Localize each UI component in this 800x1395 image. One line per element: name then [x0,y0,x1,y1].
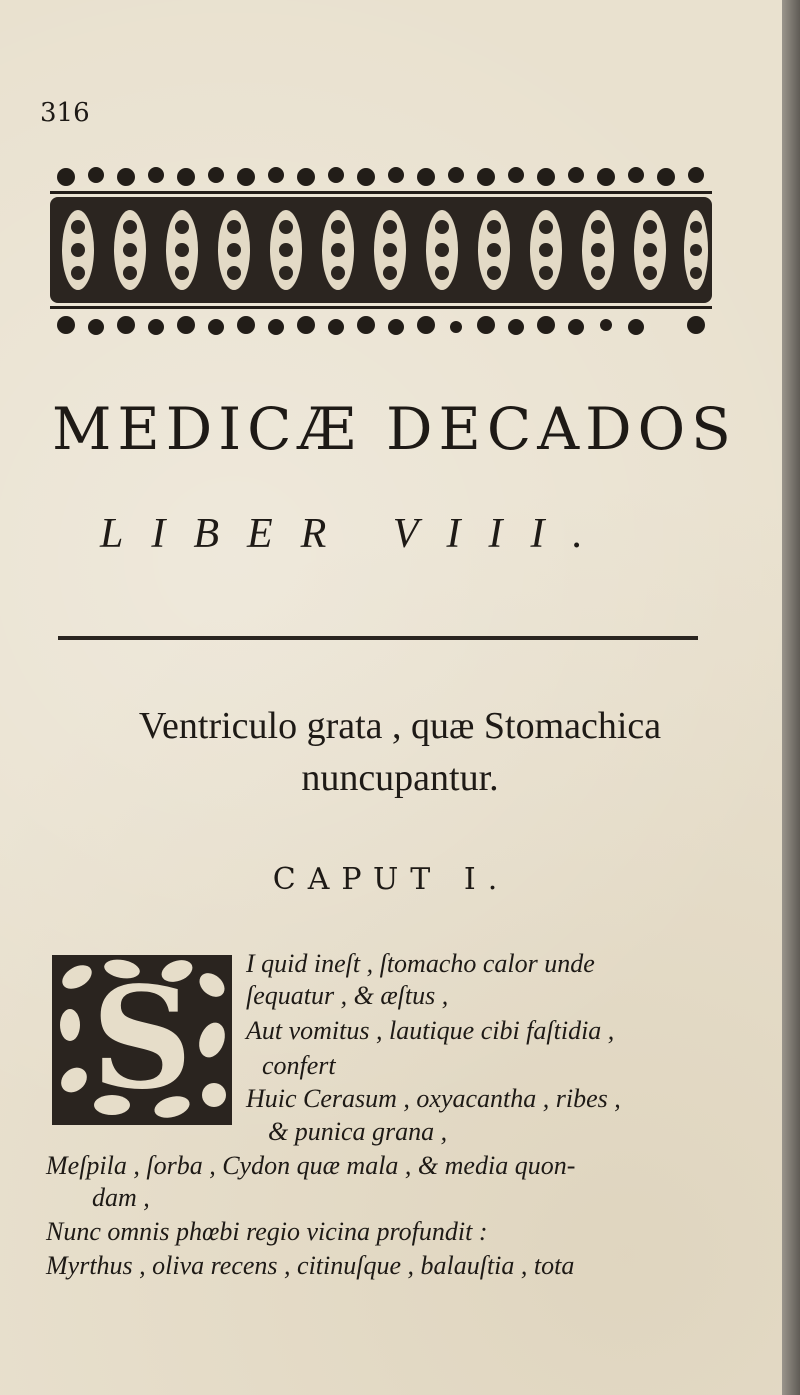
verse-line: Meſpila , ſorba , Cydon quæ mala , & media quon- [46,1151,576,1180]
chapter-heading: CAPUT I. [272,862,510,897]
section-heading: Ventriculo grata , quæ Stomachica nuncupantur. [138,705,662,799]
decorative-headpiece [50,155,712,345]
verse-line: Huic Cerasum , oxyacantha , ribes , [246,1084,621,1113]
decorated-initial [52,955,232,1125]
book-number: LIBER VIII. [100,511,611,557]
book-title: MEDICÆ DECADOS [52,395,737,463]
verse-line: Aut vomitus , lautique cibi faſtidia , [246,1016,615,1045]
verse-line: dam , [92,1183,150,1212]
verse-line: I quid ineſt , ſtomacho calor unde [246,949,595,978]
horizontal-rule [58,636,698,640]
verse-line: & punica grana , [268,1117,448,1146]
page-number: 316 [40,98,90,128]
verse-line: Myrthus , oliva recens , citinuſque , balauſtia , tota [46,1251,575,1280]
dropcap-letter: S [91,957,193,1121]
verse-line: ſequatur , & æſtus , [246,981,449,1010]
verse-line: Nunc omnis phœbi regio vicina profundit : [46,1217,488,1246]
page-edge-shadow [782,0,800,1395]
verse-line: confert [262,1051,336,1080]
